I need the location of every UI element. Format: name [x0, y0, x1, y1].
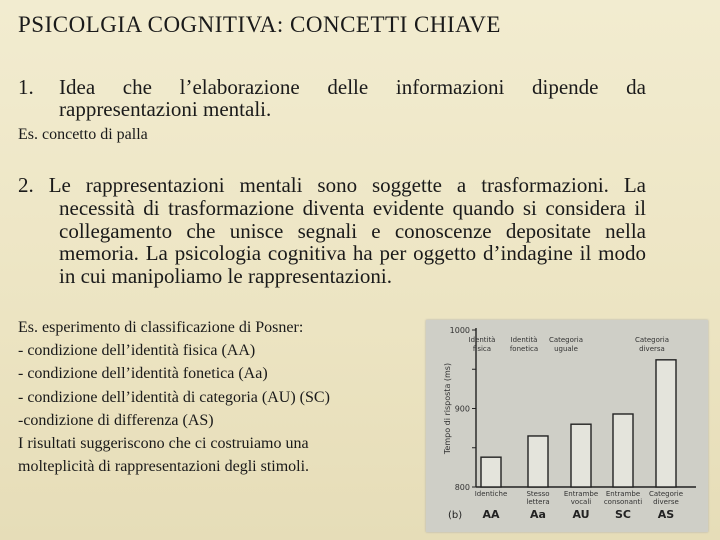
group-label: Categoria uguale	[548, 336, 584, 353]
category-label: Categorie diverse	[648, 490, 684, 506]
example-2-line: -condizione di differenza (AS)	[18, 411, 214, 429]
category-label: Entrambe vocali	[563, 490, 599, 506]
bar	[613, 414, 633, 487]
category-label: Entrambe consonanti	[603, 490, 643, 506]
condition-code: SC	[615, 508, 631, 521]
y-axis-label: Tempo di risposta (ms)	[443, 362, 452, 455]
posner-chart-svg	[426, 320, 708, 532]
bar	[528, 436, 548, 487]
group-label: Identità fisica	[468, 336, 496, 353]
example-1: Es. concetto di palla	[18, 126, 148, 143]
condition-code: AU	[572, 508, 590, 521]
slide-title: PSICOLGIA COGNITIVA: CONCETTI CHIAVE	[18, 12, 501, 37]
example-2-line: molteplicità di rappresentazioni degli stimoli.	[18, 458, 310, 476]
point-2	[18, 174, 646, 288]
posner-chart	[426, 320, 708, 532]
point-2-rest: necessità di trasformazione diventa evidente quando si considera il collegamento che unisce segnali e conoscenze depositate nella memoria. La psicologia cognitiva ha per oggetto d’indagine il modo in cui manipoliamo le rappresentazioni.	[59, 195, 646, 289]
condition-code: AA	[482, 508, 500, 521]
bar	[571, 424, 591, 487]
example-2-line: - condizione dell’identità fonetica (Aa)	[18, 365, 268, 383]
y-tick-label: 900	[454, 404, 470, 414]
point-1	[18, 76, 646, 120]
category-label: Stesso lettera	[526, 490, 550, 506]
panel-label: (b)	[448, 510, 463, 521]
bar	[656, 360, 676, 487]
point-1-line-1: Idea che l’elaborazione delle informazioni dipende da	[59, 75, 646, 99]
example-2-line: I risultati suggeriscono che ci costruiamo una	[18, 435, 309, 453]
point-1-line-2: rappresentazioni mentali.	[59, 97, 272, 121]
condition-code: Aa	[530, 508, 546, 521]
example-2-line: - condizione dell’identità fisica (AA)	[18, 342, 256, 360]
condition-code: AS	[657, 508, 675, 521]
bar	[481, 457, 501, 487]
point-1-number: 1.	[18, 75, 34, 99]
example-2-line: - condizione dell’identità di categoria (AU) (SC)	[18, 388, 330, 406]
category-label: Identiche	[474, 490, 508, 498]
example-2-line: Es. esperimento di classificazione di Posner:	[18, 319, 304, 336]
point-2-first-line: 2. Le rappresentazioni mentali sono soggette a trasformazioni. La	[18, 173, 646, 197]
group-label: Categoria diversa	[634, 336, 670, 353]
example-2	[18, 316, 428, 478]
group-label: Identità fonetica	[509, 336, 539, 353]
y-tick-label: 1000	[449, 326, 470, 335]
y-tick-label: 800	[454, 483, 470, 492]
